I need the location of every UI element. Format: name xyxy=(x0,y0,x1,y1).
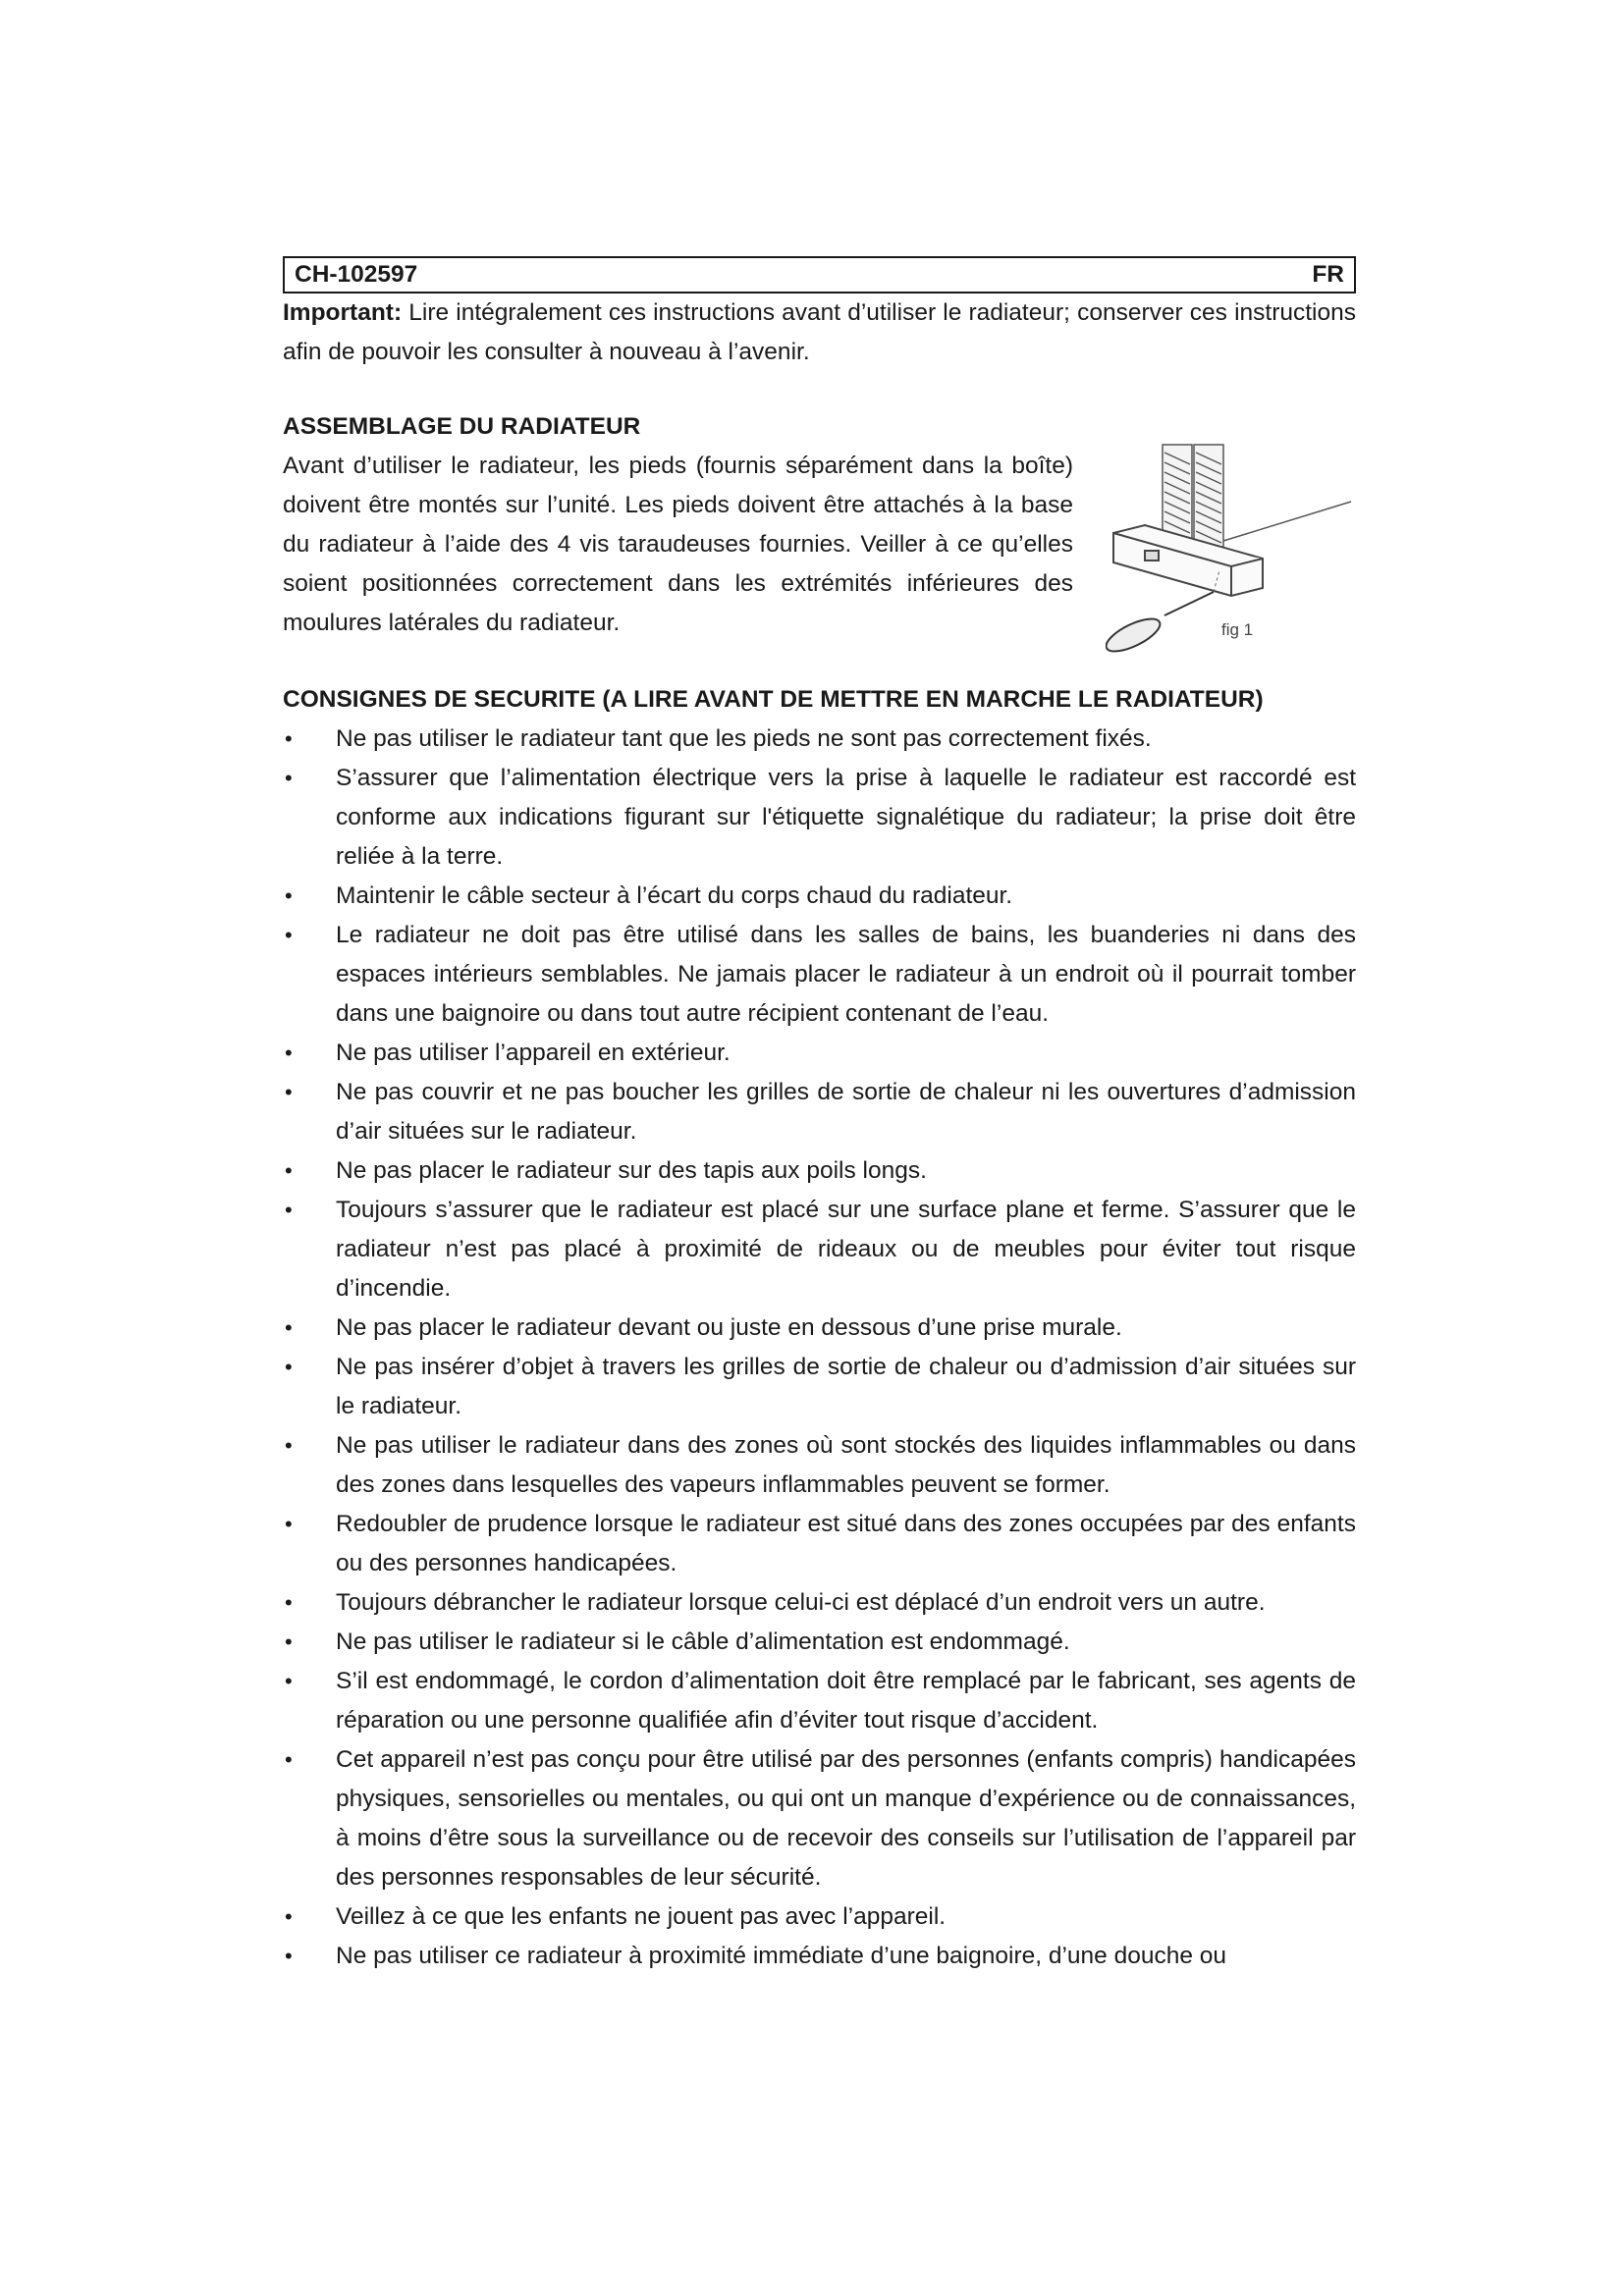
bullet-icon: • xyxy=(285,1315,293,1340)
bullet-icon: • xyxy=(285,883,293,908)
intro-paragraph xyxy=(283,294,1356,372)
safety-item: • Cet appareil n’est pas conçu pour être utilisé par des personnes (enfants compris) handicapées physiques, sensorielles ou mentales, ou qui ont un manque d’expérience ou de connaissances, à moins d’être sous la surveillance ou de recevoir des conseils sur l’utilisation de l’appareil par des personnes responsables de leur sécurité. xyxy=(283,1740,1356,1897)
safety-list xyxy=(283,720,1356,1976)
safety-item: • Le radiateur ne doit pas être utilisé dans les salles de bains, les buanderies ni dans des espaces intérieurs semblables. Ne jamais placer le radiateur à un endroit où il pourrait tomber dans une baignoire ou dans tout autre récipient contenant de l’eau. xyxy=(283,916,1356,1034)
assembly-title: ASSEMBLAGE DU RADIATEUR xyxy=(283,413,641,440)
bullet-icon: • xyxy=(285,1512,293,1536)
bullet-icon: • xyxy=(285,1629,293,1654)
assembly-figure xyxy=(1106,443,1361,678)
document-page xyxy=(283,256,1356,1976)
bullet-icon: • xyxy=(285,1198,293,1222)
assembly-text: Avant d’utiliser le radiateur, les pieds (fournis séparément dans la boîte) doivent être montés sur l’unité. Les pieds doivent être attachés à la base du radiateur à l’aide des 4 vis taraudeuses fournies. Veiller à ce qu’elles soient positionnées correctement dans les extrémités inférieures des moulures latérales du radiateur. xyxy=(283,453,1073,636)
product-code: CH-102597 xyxy=(295,261,418,288)
safety-item: • Redoubler de prudence lorsque le radiateur est situé dans des zones occupées par des enfants ou des personnes handicapées. xyxy=(283,1505,1356,1583)
safety-item: • Ne pas utiliser le radiateur si le câble d’alimentation est endommagé. xyxy=(283,1623,1356,1662)
bullet-icon: • xyxy=(285,1904,293,1929)
safety-item: • Ne pas placer le radiateur sur des tapis aux poils longs. xyxy=(283,1151,1356,1191)
bullet-icon: • xyxy=(285,1355,293,1379)
bullet-icon: • xyxy=(285,923,293,947)
assembly-section xyxy=(283,407,1356,643)
safety-item: • Maintenir le câble secteur à l’écart du corps chaud du radiateur. xyxy=(283,877,1356,916)
bullet-icon: • xyxy=(285,1944,293,1968)
bullet-icon: • xyxy=(285,1747,293,1772)
bullet-icon: • xyxy=(285,726,293,751)
bullet-icon: • xyxy=(285,1158,293,1183)
bullet-icon: • xyxy=(285,1590,293,1615)
safety-item: • Ne pas couvrir et ne pas boucher les grilles de sortie de chaleur ni les ouvertures d’admission d’air situées sur le radiateur. xyxy=(283,1073,1356,1151)
bullet-icon: • xyxy=(285,1433,293,1458)
safety-item: • S’assurer que l’alimentation électrique vers la prise à laquelle le radiateur est raccordé est conforme aux indications figurant sur l'étiquette signalétique du radiateur; la prise doit être reliée à la terre. xyxy=(283,759,1356,877)
bullet-icon: • xyxy=(285,1669,293,1693)
figure-label: fig 1 xyxy=(1221,620,1254,639)
bullet-icon: • xyxy=(285,1041,293,1065)
safety-item: • Ne pas utiliser ce radiateur à proximité immédiate d’une baignoire, d’une douche ou xyxy=(283,1937,1356,1976)
safety-item: • Ne pas utiliser le radiateur tant que les pieds ne sont pas correctement fixés. xyxy=(283,720,1356,759)
intro-label: Important: xyxy=(283,299,403,326)
safety-item: • Ne pas utiliser l’appareil en extérieur. xyxy=(283,1034,1356,1073)
bullet-icon: • xyxy=(285,766,293,790)
document-header xyxy=(283,256,1356,294)
safety-item: • Toujours débrancher le radiateur lorsque celui-ci est déplacé d’un endroit vers un autre. xyxy=(283,1583,1356,1623)
safety-item: • Ne pas placer le radiateur devant ou juste en dessous d’une prise murale. xyxy=(283,1308,1356,1348)
bullet-icon: • xyxy=(285,1080,293,1104)
safety-item: • Veillez à ce que les enfants ne jouent pas avec l’appareil. xyxy=(283,1897,1356,1937)
safety-item: • Ne pas utiliser le radiateur dans des zones où sont stockés des liquides inflammables ou dans des zones dans lesquelles des vapeurs inflammables peuvent se former. xyxy=(283,1426,1356,1505)
safety-item: • S’il est endommagé, le cordon d’alimentation doit être remplacé par le fabricant, ses agents de réparation ou une personne qualifiée afin d’éviter tout risque d’accident. xyxy=(283,1662,1356,1740)
safety-item: • Ne pas insérer d’objet à travers les grilles de sortie de chaleur ou d’admission d’air situées sur le radiateur. xyxy=(283,1348,1356,1426)
safety-title: CONSIGNES DE SECURITE (A LIRE AVANT DE METTRE EN MARCHE LE RADIATEUR) xyxy=(283,686,1264,713)
safety-item: • Toujours s’assurer que le radiateur est placé sur une surface plane et ferme. S’assurer que le radiateur n’est pas placé à proximité de rideaux ou de meubles pour éviter tout risque d’incendie. xyxy=(283,1191,1356,1308)
screwdriver-drawing xyxy=(1106,592,1214,658)
safety-section xyxy=(283,680,1356,1976)
language-code: FR xyxy=(1312,261,1344,288)
intro-text: Lire intégralement ces instructions avant d’utiliser le radiateur; conserver ces instructions afin de pouvoir les consulter à nouveau à l’avenir. xyxy=(283,299,1356,365)
